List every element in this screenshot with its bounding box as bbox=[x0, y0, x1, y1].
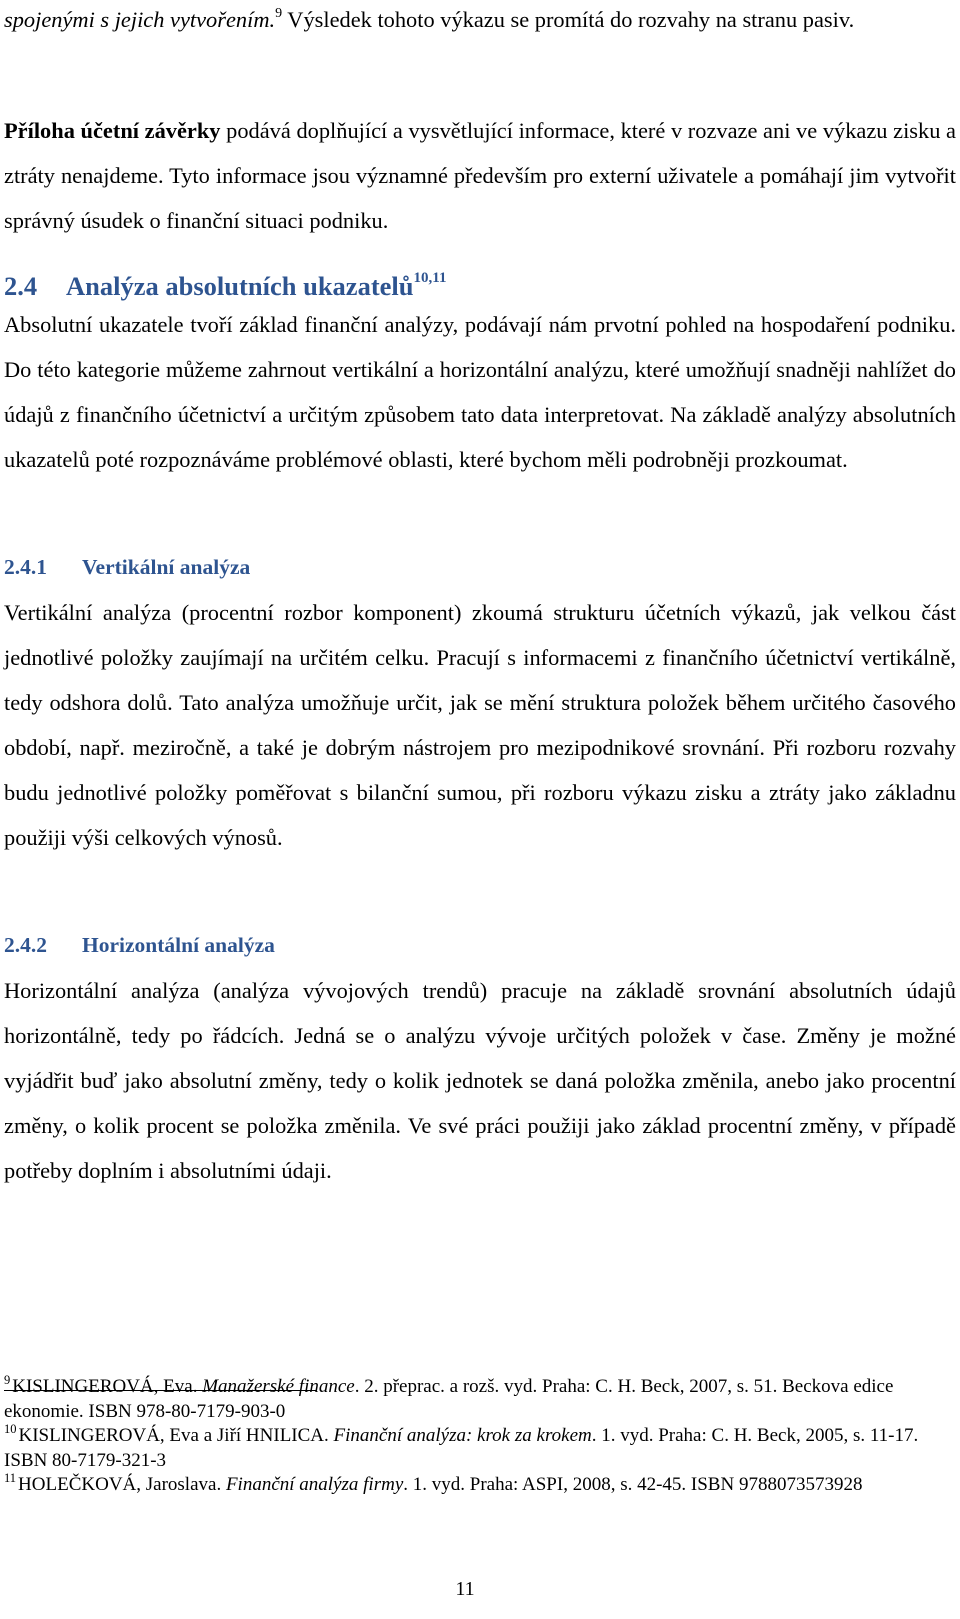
paragraph-text: Výsledek tohoto výkazu se promítá do rozvahy na stranu pasiv. bbox=[282, 7, 855, 32]
heading-2-4-1 bbox=[4, 555, 250, 580]
paragraph-absolute-indicators: Absolutní ukazatele tvoří základ finanční analýzy, podávají nám prvotní pohled na hospodaření podniku. Do této kategorie můžeme zahrnout vertikální a horizontální analýzu, které umožňují snadněji nahlížet do údajů z finančního účetnictví a určitým způsobem tato data interpretovat. Na základě analýzy absolutních ukazatelů poté rozpoznáváme problémové oblasti, které bychom měli podrobněji prozkoumat. bbox=[4, 312, 956, 472]
paragraph-vertical-analysis: Vertikální analýza (procentní rozbor komponent) zkoumá strukturu účetních výkazů, jak velkou část jednotlivé položky zaujímají na určitém celku. Pracují s informacemi z finančního účetnictví vertikálně, tedy odshora dolů. Tato analýza umožňuje určit, jak se mění struktura položek během určitého časového období, např. meziročně, a také je dobrým nástrojem pro mezipodnikové srovnání. Při rozboru rozvahy budu jednotlivé položky poměřovat s bilanční sumou, při rozboru výkazu zisku a ztráty jako základnu použiji výši celkových výnosů. bbox=[4, 600, 956, 850]
footnote-text: HOLEČKOVÁ, Jaroslava. bbox=[18, 1474, 226, 1496]
heading-title: Horizontální analýza bbox=[82, 933, 275, 957]
footnote-text: . 1. vyd. Praha: ASPI, 2008, s. 42-45. ISBN 9788073573928 bbox=[403, 1474, 863, 1496]
heading-number: 2.4 bbox=[4, 271, 38, 301]
heading-title: Analýza absolutních ukazatelů bbox=[66, 271, 414, 301]
heading-title: Vertikální analýza bbox=[82, 555, 251, 579]
footnotes bbox=[4, 1372, 924, 1498]
footnote-number: 10 bbox=[4, 1421, 17, 1436]
footnote-title: Finanční analýza firmy bbox=[225, 1474, 404, 1496]
bold-term: Příloha účetní závěrky bbox=[4, 118, 221, 143]
heading-number: 2.4.1 bbox=[4, 555, 47, 579]
paragraph-horizontal-analysis: Horizontální analýza (analýza vývojových trendů) pracuje na základě srovnání absolutních údajů horizontálně, tedy po řádcích. Jedná se o analýzu vývoje určitých položek v čase. Změny je možné vyjádřit buď jako absolutní změny, tedy o kolik jednotek se daná položka změnila, anebo jako procentní změny, o kolik procent se položka změnila. Ve své práci použiji jako základ procentní změny, v případě potřeby doplním i absolutními údaji. bbox=[4, 978, 956, 1183]
footnote-ref-9: 9 bbox=[275, 5, 283, 21]
footnote-text: . 2. přeprac. a rozš. vyd. Praha: C. H. Beck, 2007, s. 51. Beckova edice ekonomie. ISBN 978-80-7179-903-0 bbox=[4, 1376, 894, 1422]
footnote-11 bbox=[4, 1473, 924, 1498]
heading-number: 2.4.2 bbox=[4, 933, 47, 957]
paragraph-income-statement-end bbox=[4, 0, 956, 42]
footnote-10 bbox=[4, 1421, 924, 1473]
italic-phrase: spojenými s jejich vytvořením. bbox=[4, 7, 276, 32]
paragraph-text: podává doplňující a vysvětlující informace, které v rozvaze ani ve výkazu zisku a ztráty nenajdeme. Tyto informace jsou významné především pro externí uživatele a pomáhají jim vytvořit správný úsudek o finanční situaci podniku. bbox=[4, 118, 956, 233]
footnote-9 bbox=[4, 1372, 924, 1424]
footnote-text: KISLINGEROVÁ, Eva a Jiří HNILICA. bbox=[18, 1425, 334, 1447]
footnote-number: 9 bbox=[4, 1372, 11, 1387]
heading-2-4-2 bbox=[4, 933, 275, 958]
heading-2-4 bbox=[4, 271, 446, 302]
footnote-text: . 1. vyd. Praha: C. H. Beck, 2005, s. 11-17. ISBN 80-7179-321-3 bbox=[4, 1425, 919, 1471]
footnote-text: KISLINGEROVÁ, Eva. bbox=[12, 1376, 203, 1397]
footnote-title: Finanční analýza: krok za krokem bbox=[333, 1425, 592, 1447]
page-number: 11 bbox=[455, 1578, 475, 1600]
paragraph-priloha bbox=[4, 108, 956, 243]
footnote-number: 11 bbox=[4, 1471, 17, 1486]
footnote-ref-10-11: 10,11 bbox=[413, 270, 447, 287]
footnote-title: Manažerské finance bbox=[202, 1376, 355, 1397]
